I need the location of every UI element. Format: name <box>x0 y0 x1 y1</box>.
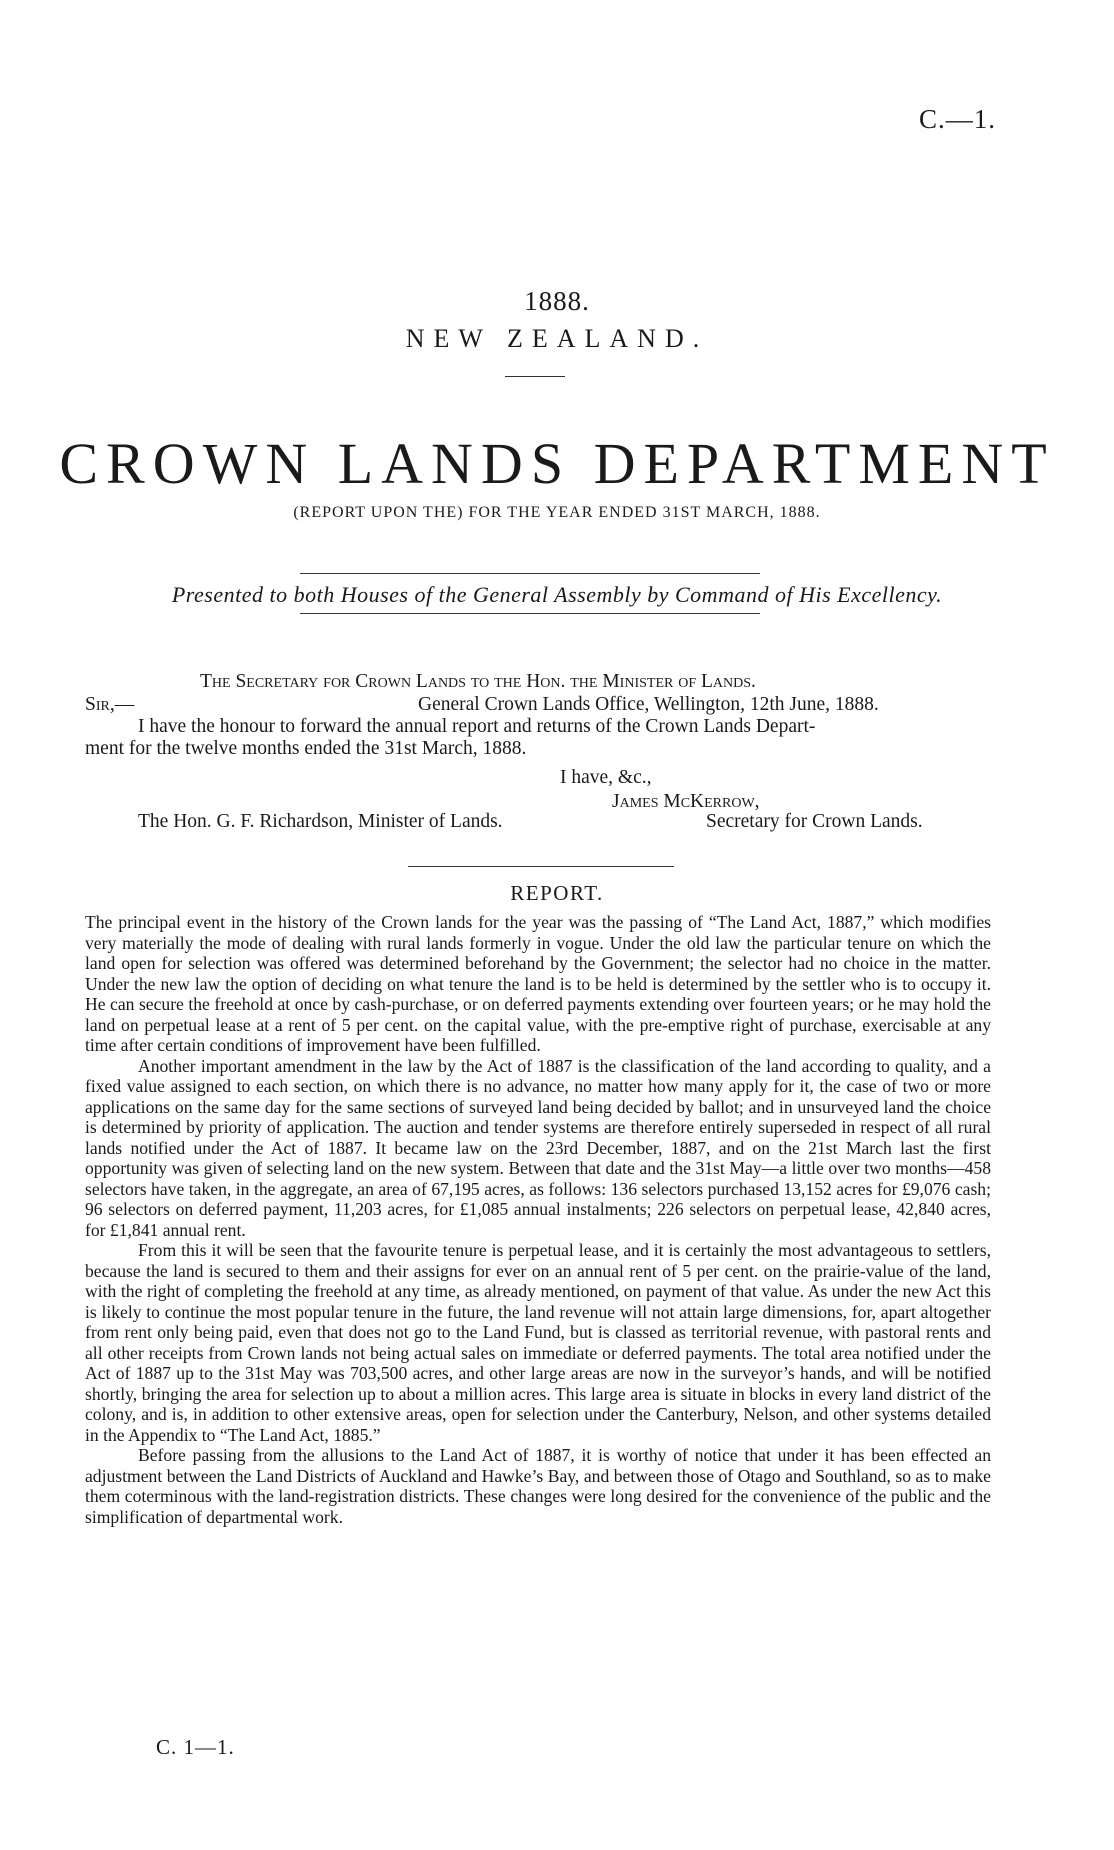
letter-closing: I have, &c., <box>560 767 652 788</box>
letter-body-line-2: ment for the twelve months ended the 31st March, 1888. <box>85 738 527 759</box>
letter-body-line-1: I have the honour to forward the annual report and returns of the Crown Lands Depart- <box>138 716 816 737</box>
letter-address: General Crown Lands Office, Wellington, 12th June, 1888. <box>418 694 879 715</box>
letter-salutation: Sir,— <box>85 694 135 715</box>
document-year: 1888. <box>524 286 590 316</box>
report-subtitle: (REPORT UPON THE) FOR THE YEAR ENDED 31ST MARCH, 1888. <box>293 504 821 521</box>
letter-heading: The Secretary for Crown Lands to the Hon. the Minister of Lands. <box>200 671 756 692</box>
divider-letter-bottom <box>408 866 674 867</box>
document-reference: C.—1. <box>918 104 996 134</box>
divider-presented-bottom <box>300 613 760 614</box>
report-heading: REPORT. <box>510 881 604 905</box>
report-paragraph: Before passing from the allusions to the Land Act of 1887, it is worthy of notice that under it has been effected an adjustment between the Land Districts of Auckland and Hawke’s Bay, and between those of Otago and Southland, so as to make them coterminous with the land-registration districts. These changes were long desired for the convenience of the public and the simplification of departmental work. <box>85 1445 991 1527</box>
page-title: CROWN LANDS DEPARTMENT <box>59 431 1055 496</box>
letter-signatory: James McKerrow, <box>612 791 760 812</box>
divider-short-1 <box>505 376 565 377</box>
divider-presented-top <box>300 573 760 574</box>
report-body <box>85 912 991 1527</box>
presented-line: Presented to both Houses of the General Assembly by Command of His Excellency. <box>171 582 943 607</box>
report-paragraph: The principal event in the history of the Crown lands for the year was the passing of “The Land Act, 1887,” which modifies very materially the mode of dealing with rural lands formerly in vogue. Under the old law the particular tenure on which the land open for selection was offered was determined beforehand by the Government; the selector had no choice in the matter. Under the new law the option of deciding on what tenure the land is to be held is determined by the settler who is to occupy it. He can secure the freehold at once by cash-purchase, or on deferred payments extending over fourteen years; or he may hold the land on perpetual lease at a rent of 5 per cent. on the capital value, with the pre-emptive right of purchase, exercisable at any time after certain conditions of improvement have been fulfilled. <box>85 912 991 1055</box>
report-paragraph: Another important amendment in the law by the Act of 1887 is the classification of the land according to quality, and a fixed value assigned to each section, on which there is no advance, no matter how many apply for it, the case of two or more applications on the same day for the same sections of surveyed land being decided by ballot; and in unsurveyed land the choice is determined by priority of application. The auction and tender systems are therefore entirely superseded in respect of all rural lands notified under the Act of 1887. It became law on the 23rd December, 1887, and on the 21st March last the first opportunity was given of selecting land on the new system. Between that date and the 31st May—a little over two months—458 selectors have taken, in the aggregate, an area of 67,195 acres, as follows: 136 selectors purchased 13,152 acres for £9,076 cash; 96 selectors on deferred payment, 11,203 acres, for £1,085 annual instalments; 226 selectors on perpetual lease, 42,840 acres, for £1,841 annual rent. <box>85 1055 991 1240</box>
letter-signatory-title: Secretary for Crown Lands. <box>706 811 923 832</box>
letter-addressee: The Hon. G. F. Richardson, Minister of Lands. <box>138 811 503 832</box>
page-signature: C. 1—1. <box>156 1735 235 1759</box>
country-heading: NEW ZEALAND. <box>405 324 709 353</box>
report-paragraph: From this it will be seen that the favourite tenure is perpetual lease, and it is certainly the most advantageous to settlers, because the land is secured to them and their assigns for ever on an annual rent of 5 per cent. on the prairie-value of the land, with the right of completing the freehold at any time, as already mentioned, on payment of that value. As under the new Act this is likely to continue the most popular tenure in the future, the land revenue will not attain large dimensions, for, apart altogether from rent only being paid, even that does not go to the Land Fund, but is classed as territorial revenue, with pastoral rents and all other receipts from Crown lands not being actual sales on immediate or deferred payments. The total area notified under the Act of 1887 up to the 31st May was 703,500 acres, and other large areas are now in the surveyor’s hands, and will be notified shortly, bringing the area for selection up to about a million acres. This large area is situate in blocks in every land district of the colony, and is, in addition to other extensive areas, open for selection under the Canterbury, Nelson, and other systems detailed in the Appendix to “The Land Act, 1885.” <box>85 1240 991 1445</box>
